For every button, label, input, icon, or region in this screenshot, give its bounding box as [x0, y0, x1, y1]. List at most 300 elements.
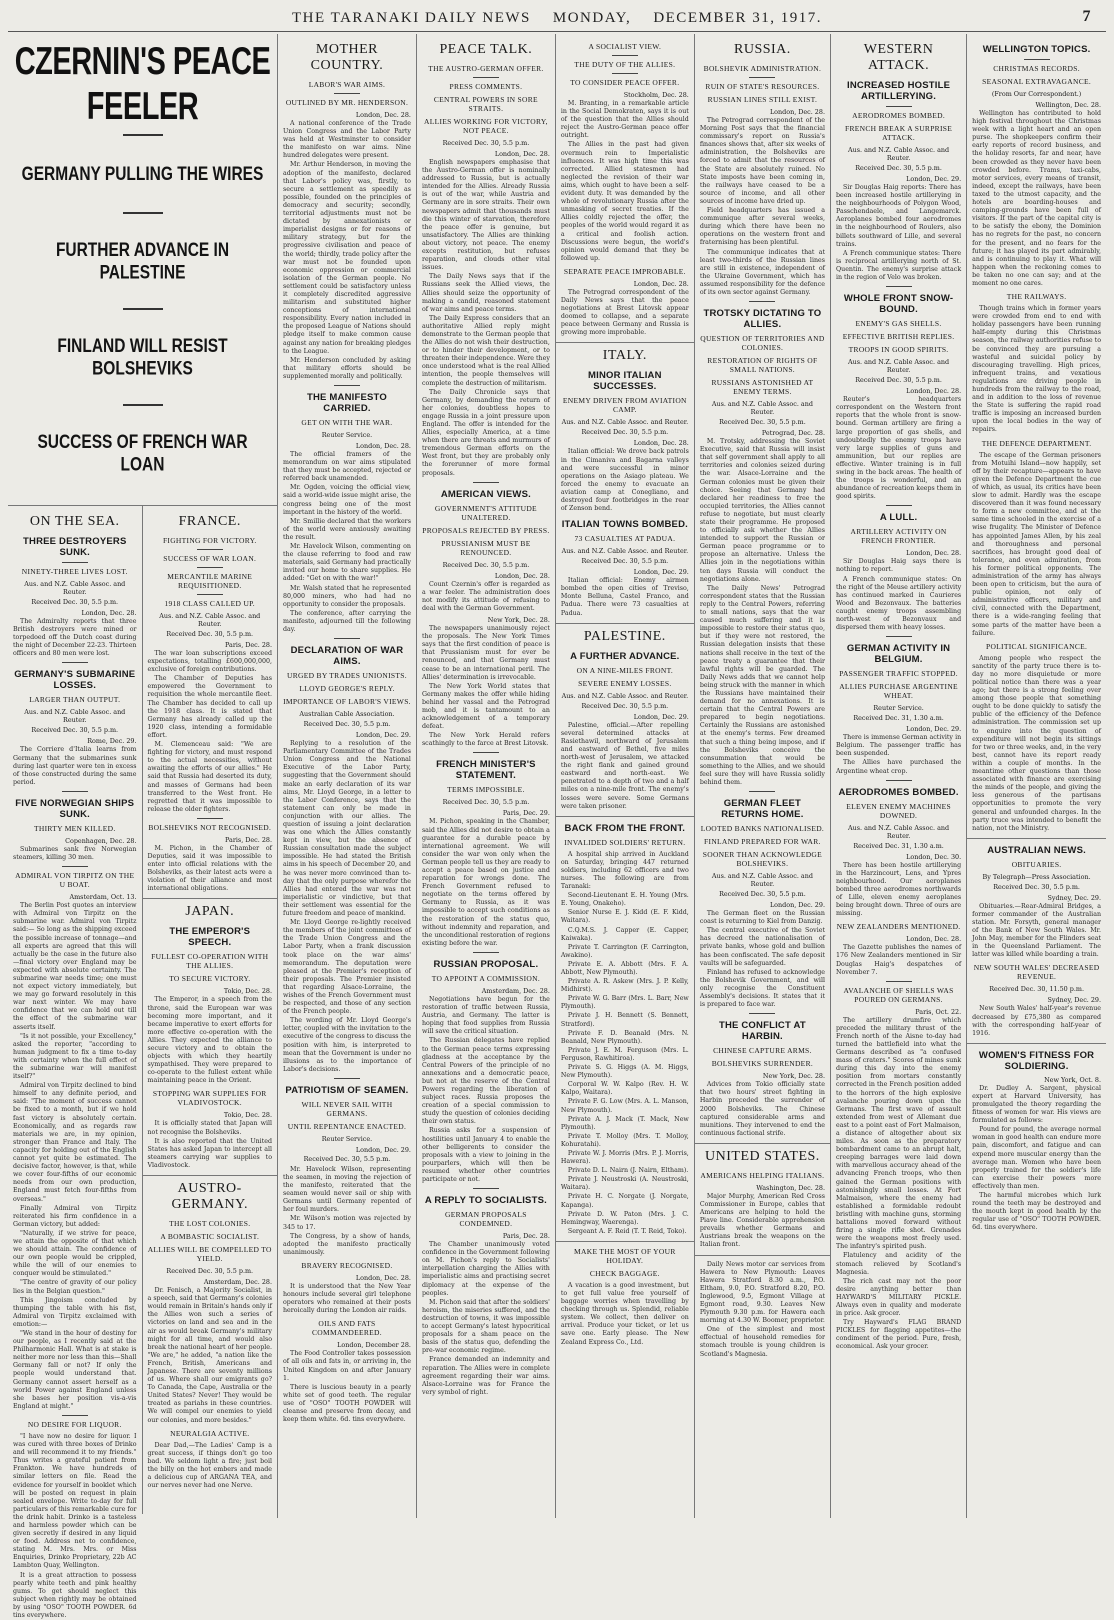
sub-deck: GOVERNMENT'S ATTITUDE UNALTERED. — [434, 503, 537, 522]
dateline: Petrograd, Dec. 28. — [761, 429, 825, 438]
article-paragraph: The central executive of the Soviet has decreed the nationalisation of private banks, whose gold and bullion has been confiscated. The safe deposit vaults will be safeguarded. — [699, 927, 825, 967]
deck-heading: A REPLY TO SOCIALISTS. — [424, 1195, 547, 1207]
article-paragraph: It is understood that the New Year honours include several girl telephone operators who remained at their posts heroically during the London air raids. — [283, 1282, 411, 1315]
sub-deck: RUSSIAN LINES STILL EXIST. — [707, 95, 818, 104]
agency-line: Aus. and N.Z. Cable Assoc. and Reuter. — [159, 612, 261, 628]
received-line: Received Dec. 31, 1.30 a.m. — [853, 841, 944, 850]
divider — [197, 594, 223, 595]
received-line: Received Dec. 30, 5.5 p.m. — [581, 428, 669, 437]
sub-deck: MAKE THE MOST OF YOUR HOLIDAY. — [574, 1246, 676, 1265]
divider — [473, 752, 499, 753]
divider — [473, 482, 499, 483]
article-paragraph: Finally Admiral von Tirpitz reiterated his firm confidence in a German victory, but added: — [13, 1204, 137, 1228]
divider — [556, 1241, 694, 1242]
article-paragraph: There has been hostile artillerying in the Harzincourt, Lens, and Ypres neighbourhood. Our aeroplanes bombed three aerodromes northwards of Lille, eleven enemy aeroplanes being brought down. Three of ours are missing. — [835, 861, 962, 918]
deck-heading: AMERICAN VIEWS. — [440, 488, 531, 500]
dateline: Paris, Oct. 22. — [915, 1007, 962, 1016]
sub-deck: FINLAND PREPARED FOR WAR. — [704, 837, 821, 847]
sub-deck: ALLIES PURCHASE ARGENTINE WHEAT. — [839, 682, 958, 701]
divider — [886, 505, 912, 506]
dateline: Washington, Dec. 28. — [756, 1183, 825, 1192]
article-paragraph: The escape of the German prisoners from Motuihi Island—now happily, set off by their recapture—appears to have given the Defence Department the cue of which, as usual, its critics have been slow to admit. Hardly was the escape discovered than it was found necessary to form a new committee, and at the same time schooled in the exercise of a wise frugality. The Minister of Defence has appointed James Allen, by his zeal and thoroughness and personal sacrifices, has brought good deal of tolerance, and even admiration, from his former political opponents. The administration of the army has always been open to criticism, but the aura of public opinion, not only of administrative officers, military and civil, connected with the Department, there is a wide-ranging feeling that some parts of the matter have been a failure. — [972, 451, 1102, 637]
article-paragraph: A French communique states: On the right of the Meuse artillery activity has continued marked in Caurieres Wood and Bezonvaux. The batteries caught enemy troops assembling north-west of Bezonvaux and dispersed them with heavy losses. — [835, 575, 962, 632]
sub-deck: SOONER THAN ACKNOWLEDGE BOLSHEVIKS. — [702, 850, 823, 869]
deck-heading: THREE DESTROYERS SUNK. — [23, 536, 127, 558]
dateline: London, Dec. 28. — [906, 935, 962, 944]
divider — [197, 549, 223, 550]
received-line: Received Dec. 30, 5.5 p.m. — [442, 139, 530, 147]
article-paragraph: "Is it not possible, your Excellency," asked the reporter, "according to human judgment to fix a time to-day with certainty when the full effect of the submarine war will manifest itself?" — [13, 1032, 137, 1081]
agency-line: Aus. and N.Z. Cable Assoc. and Reuter. — [711, 872, 813, 889]
divider — [695, 1143, 830, 1144]
advertisement-paragraph: There is luscious beauty in a pearly white set of good teeth. The regular use of "OSO" TOOTH POWDER will cleanse and preserve from decay, and keep them white. 6d. tins everywhere. — [283, 1383, 411, 1424]
sub-deck: FRENCH BREAK A SURPRISE ATTACK. — [845, 124, 953, 142]
article-paragraph: Pound for pound, the average normal woman in good health can endure more pain, discomfort, and fatigue and can expend more muscular energy than the average man. Women who have been properly trained for the soldier's life can exercise their powers more effectively than men. — [972, 1126, 1102, 1190]
article-paragraph: The German fleet on the Russian coast is returning to Kiel from Danzig. — [699, 910, 825, 926]
section-heading: JAPAN. — [185, 904, 235, 920]
deck-heading: WOMEN'S FITNESS FOR SOLDIERING. — [978, 1049, 1095, 1072]
article-paragraph: The Food Controller takes possession of all oils and fats in, or arriving in, the United Kingdom on and after January 1. — [283, 1350, 411, 1382]
deck-heading: A LULL. — [879, 512, 918, 524]
masthead — [8, 6, 1106, 32]
issue-day: MONDAY, — [552, 10, 632, 26]
dateline: London, Dec. 28. — [355, 442, 411, 450]
roll-entry: Private J. E. M. Ferguson (Mrs. L. Ferguson, Rawhitiroa). — [560, 1046, 689, 1062]
received-line: Received Dec. 30, 5.5 p.m. — [855, 376, 942, 385]
article-paragraph: The Gazette publishes the names of 176 New Zealanders mentioned in Sir Douglas Haig's despatches of November 7. — [835, 944, 962, 976]
article-paragraph: Reuter's headquarters correspondent on the Western front reports that the whole front is snow-bound. German artillery are firing a large proportion of gas shells, and undoubtedly the enemy troops have very large supplies of guns and ammunition, but our replies are effective. Winter training is in full swing in the back areas. The health of the troops is wonderful, and an abundance of recreation keeps them in good spirits. — [835, 396, 962, 501]
roll-entry: Private W. G. Barr (Mrs. L. Barr, New Plymouth). — [560, 995, 689, 1011]
dateline: Tokio, Dec. 28. — [223, 987, 272, 996]
dateline: Amsterdam, Oct. 13. — [69, 893, 137, 902]
sub-deck: OILS AND FATS COMMANDEERED. — [311, 1319, 382, 1338]
article-paragraph: English newspapers emphasise that the Austro-German offer is nominally addressed to Russia, but is actually intended for the Allies. Already Russia is out of the war, while Austria and Germany are in sore straits. Their own newspapers admit that thousands must die this winter of starvation, therefore the peace offer is genuine, but unsatisfactory. The Allies are thinking about victory, not peace. The enemy excepts restitution, but refuses reparation, and clouds other vital issues. — [421, 159, 550, 272]
article-paragraph: The newspapers unanimously reject the proposals. The New York Times says that the first condition of peace is that Prussianism must for ever be renounced, and that Germany must cease to be an international peril. The Allies' determination is irrevocable. — [421, 625, 550, 681]
article-paragraph: The communique indicates that at least two-thirds of the Russian lines are still in existence, independent of the Ukraine Government, which has assumed responsibility for the defence of its own sector against Germany. — [699, 248, 825, 296]
received-line: Received Dec. 30, 5.5 p.m. — [581, 701, 669, 710]
roll-entry: Private S. G. Higgs (A. M. Higgs, New Plymouth). — [560, 1064, 689, 1080]
agency-line: Aus. and N.Z. Cable Assoc. and Reuter. — [24, 708, 126, 725]
article-paragraph: Though trains which in former years were crowded from end to end with holiday passengers have been running half-empty during this Christmas season, the railway authorities refuse to be convinced they are pursuing a wasteful and suicidal policy by discouraging travelling. High prices, infrequent trains, and vexatious regulations are driving people in hundreds from the railway to the road, and in addition to the loss of revenue the State is suffering the rapid road traffic is imposing an increased burden upon the local bodies in the way of repairs. — [972, 305, 1102, 434]
advertisement-paragraph: Try Hayward's FLAG BRAND PICKLES for flagging appetites—the condiment of the period. Pure, fresh, economical. Ask your grocer. — [835, 1319, 962, 1351]
dateline: London, Dec. 29. — [633, 712, 689, 721]
sub-deck: NINETY-THREE LIVES LOST. — [21, 567, 128, 576]
sub-deck: LLOYD GEORGE'S REPLY. — [299, 684, 395, 694]
sub-deck: A BOMBASTIC SOCIALIST. — [160, 1232, 260, 1242]
dateline: London, Dec. 28. — [81, 609, 137, 617]
divider — [886, 636, 912, 637]
article-paragraph: Mr. Henderson concluded by asking that military efforts should be supplemented morally and politically. — [283, 356, 411, 380]
received-line: Received Dec. 30, 11.50 p.m. — [989, 985, 1084, 994]
lead-column — [8, 34, 278, 1619]
sub-deck: OBITUARIES. — [1011, 859, 1062, 869]
sub-deck: STOPPING WAR SUPPLIES FOR VLADIVOSTOCK. — [152, 1089, 267, 1108]
section-heading: FRANCE. — [178, 514, 241, 529]
sub-deck: CHINESE CAPTURE ARMS. — [713, 1046, 812, 1056]
socialist-view-column — [556, 34, 695, 1518]
article-paragraph: The Berlin Post quotes an interview with Admiral von Tirpitz on the submarine war. Admiral von Tirpitz said:— So long as the shipping exceed the possible increase of tonnage—and all experts are agreed that this will actually be the case in the future also—final victory over England may be expected with absolute certainty. The submarine war needs time; one must not expect victory immediately, but we may go forward resolutely in this war next winter. We may have confidence that we can hold out till the effect of the submarine war asserts itself. — [13, 902, 137, 1031]
dateline: Sydney, Dec. 29. — [1047, 893, 1102, 902]
divider — [886, 981, 912, 982]
dateline: Paris, Dec. 28. — [225, 641, 272, 649]
credit-line: (From Our Correspondent.) — [991, 90, 1082, 98]
sub-deck: A SOCIALIST VIEW. — [588, 42, 662, 51]
dateline: Paris, Dec. 28. — [502, 1232, 550, 1241]
article-paragraph: Among people who respect the sanctity of the party truce there is to-day no more disquietude or more political notice than there was a year ago; but there is a strong feeling over among those people that something ought to be done quickly to satisfy the public of the efficiency of the Defence administration. The commission set up to enquire into the question of expenditure will not begin its sittings for two or three weeks, and, in the very best, cannot have its report ready within a couple of months. In the meantime other questions than those associated with finance are exercising the minds of the people, and giving the less generous of the partisans opportunities to promote the very general and unfounded charges. In the party truce was intended to benefit the nation, not the Ministry. — [972, 654, 1102, 832]
roll-entry: Private D. L. Nairn (J. Nairn, Eltham). — [567, 1167, 689, 1175]
divider — [967, 838, 1106, 839]
sub-deck: AERODROMES BOMBED. — [852, 111, 946, 120]
article-paragraph: M. Clemenceau said: "We are fighting for victory, and must respond to the actual necessities, without awaiting the efforts of our allies." He said that Russia had deserted its duty, and masses of Germans had been transferred to the West front. He regretted that it was impossible to release the older fighters. — [147, 741, 272, 813]
advertisement-paragraph: "I have now no desire for liquor. I was cured with three boxes of Drinko and will recommend it to my friends." Thus writes a grateful patient from Frankton. We have hundreds of similar letters on file. Read the evidence for yourself in booklet which will be posted on request in plain sealed envelope. Write to-day for full particulars of this remarkable cure for the drink habit. Drinko is a tasteless and harmless powder which can be given secretly if desired in any liquid or food. Address net to confidence, stating M. Mrs. Mrs. or Miss Enquiries, Drinko Proprietary, 22b AC Lambton Quay, Wellington. — [13, 1432, 137, 1570]
divider — [967, 1043, 1106, 1044]
article-paragraph: New South Wales' half-year's revenue decreased by £75,380 as compared with the corresponding half-year of 1916. — [972, 1005, 1102, 1037]
dateline: London, Dec. 28. — [906, 387, 962, 396]
deck-heading: WHOLE FRONT SNOW-BOUND. — [843, 293, 954, 316]
dateline: Paris, Dec. 29. — [502, 809, 550, 818]
deck-heading: AUSTRALIAN NEWS. — [987, 844, 1086, 856]
article-paragraph: The war loan subscriptions exceed expectations, totalling £600,000,000, exclusive of foreign contributions. — [147, 650, 272, 674]
sub-deck: 73 CASUALTIES AT PADUA. — [574, 534, 676, 544]
article-paragraph: "We stand in the hour of destiny for our people, as I recently said at the Philharmonic Hall. What is at stake is neither more nor less than this—Shall Germany fall or not? If only the people would understand that. Germany cannot assert herself as a world Power against England unless she bases her position vis-a-vis England at might." — [13, 1330, 137, 1410]
agency-line: Aus. and N.Z. Cable Assoc. and Reuter. — [561, 547, 689, 556]
divider — [749, 77, 775, 78]
divider — [886, 106, 912, 107]
divider — [1024, 59, 1050, 60]
sub-deck: SEVERE ENEMY LOSSES. — [578, 678, 672, 688]
sub-deck: NEW ZEALANDERS MENTIONED. — [836, 922, 961, 932]
advertisement-paragraph: Daily News motor car services from Hawera to New Plymouth: Leaves Hawera Stratford 8.30 a.m., P.O. Eltham, 9.0, P.O. Stratford 8.20, P.O. Inglewood, 9.5, Egmont Village at Egmont road, 9.30. Leaves New Plymouth 9.30 p.m. for Hawera each morning at 4.30 W. Boomer, proprietor. — [699, 1260, 825, 1325]
sub-deck: ALLIES WILL BE COMPELLED TO YIELD. — [147, 1245, 272, 1264]
sub-deck: TROOPS IN GOOD SPIRITS. — [848, 345, 949, 355]
dateline: London, Dec. 28. — [633, 279, 689, 288]
western-attack-column — [831, 34, 967, 1518]
sub-deck: LABOR'S WAR AIMS. — [308, 80, 386, 89]
article-paragraph: The Petrograd correspondent of the Daily News says that the peace negotiations at Brest Litovsk appear doomed to collapse, and a separate peace between Germany and Russia is growing more improbable. — [560, 288, 689, 337]
article-paragraph: The Daily Express considers that an authoritative Allied reply might demonstrate to the German people that the Allies do not wish their destruction, or to hinder their development, or to threaten their independence. Were they once understood what is the real Allied intention, the people themselves will complete the destruction of militarism. — [421, 314, 550, 387]
sub-deck: NEURALGIA ACTIVE. — [170, 1428, 250, 1438]
lead-banner — [8, 34, 277, 506]
divider — [473, 952, 499, 953]
received-line: Received Dec. 30, 5.5 p.m. — [442, 560, 530, 569]
sub-deck: OUTLINED BY MR. HENDERSON. — [285, 98, 409, 107]
article-paragraph: Mr. Wilson's motion was rejected by 345 to 17. — [283, 1215, 411, 1231]
advertisement-paragraph: Flatulency and acidity of the stomach relieved by Scotland's Magnesia. — [835, 1252, 962, 1276]
dateline: London, December 28. — [337, 1341, 411, 1350]
sub-deck: PROPOSALS REJECTED BY PRESS. — [422, 525, 550, 535]
sub-deck: THE LOST COLONIES. — [169, 1219, 251, 1229]
article-paragraph: Count Czernin's offer is regarded as a war feeler. The administration does not modify its attitude of refusing to deal with the German Government. — [421, 580, 550, 612]
divider — [749, 791, 775, 792]
article-paragraph: The artillery drumfire which preceded the military thrust of the French north of the Aisne to-day had turned the battlefield into what the Germans described as "a confused mass of craters." Scores of mines sunk during this day into the enemy position from mortars constantly corrected in the French position added to the horrors of the high explosive avalanche pouring down upon the Germans. The first wave of assault extended from west of Allemant due east to a point east of Fort Malmaison, a distance of altogether about six miles. As soon as the preparatory bombardment came to an abrupt halt, creeping barrages were laid down with marvellous accuracy ahead of the advancing French troops, who then gained the German positions with astonishingly small losses. At Fort Malmaison, where the enemy had established a formidable redoubt bristling with machine guns, storming battalions moved forward without firing a single rifle shot. Grenades were the weapons most freely used. The infantry's spirited push. — [835, 1016, 962, 1251]
agency-line: Aus. and N.Z. Cable Assoc. and Reuter. — [711, 400, 813, 417]
article-paragraph: There is immense German activity in Belgium. The passenger traffic has been suspended. — [835, 734, 962, 758]
article-paragraph: M. Branting, in a remarkable article in the Social Demokraten, says it is out of the question that the Allies should reject the Austro-German peace offer outright. — [560, 100, 689, 140]
article-paragraph: Field headquarters has issued a communique after several weeks, during which there have been no operations on the western front and fraternising has been plentiful. — [699, 207, 825, 247]
divider — [123, 134, 163, 136]
article-paragraph: The Admiralty reports that three British destroyers were mined or torpedoed off the Dutch coast during the night of December 22-23. Thirteen officers and 80 men were lost. — [13, 618, 137, 658]
divider — [886, 286, 912, 287]
article-paragraph: Advices from Tokio officially state that two hours' street fighting in Harbin preceded the surrender of 2000 Bolsheviks. The Chinese captured considerable arms and munitions. They intervened to end the continuous factional strife. — [699, 1081, 825, 1137]
section-heading: MOTHER COUNTRY. — [310, 42, 384, 73]
sub-deck: THE RAILWAYS. — [1006, 292, 1067, 302]
received-line: Received Dec. 30, 5.5 p.m. — [166, 630, 254, 638]
sub-deck: AVALANCHE OF SHELLS WAS POURED ON GERMANS. — [843, 985, 954, 1004]
article-paragraph: Russia asks for a suspension of hostilities until January 4 to enable the other belligerents to consider the proposals with a view to joining in the pourparlers, which will then be resumed whether other countries participate or not. — [421, 1127, 550, 1183]
divider — [749, 1013, 775, 1014]
divider — [749, 301, 775, 302]
roll-entry: Private F. G. Low (Mrs. A. L. Manson, New Plymouth). — [560, 1098, 689, 1114]
dateline: Wellington, Dec. 28. — [1035, 101, 1102, 109]
dateline: London, Dec. 28. — [355, 111, 411, 119]
dateline: Sydney, Dec. 29. — [1047, 996, 1102, 1005]
sub-deck: SUCCESS OF WAR LOAN. — [163, 554, 257, 563]
dateline: London, Dec. 29. — [906, 725, 962, 734]
roll-entry: Sergeant A. F. Reid (T. T. Reid, Toko). — [567, 1227, 687, 1235]
deck-heading: THE EMPEROR'S SPEECH. — [169, 926, 251, 949]
paper-name: THE TARANAKI DAILY NEWS — [292, 10, 531, 26]
dateline: New York, Dec. 28. — [762, 1072, 825, 1081]
article-paragraph: The Chamber of Deputies has empowered the Government to requisition the whole mercantile fleet. The Chamber has decided to call up the 1918 class. It is stated that Germany has already called up the 1920 class, intending a formidable effort. — [147, 675, 272, 739]
roll-entry: Private J. H. Bennett (S. Bennett, Stratford). — [560, 1012, 689, 1028]
sub-deck: EFFECTIVE BRITISH REPLIES. — [842, 332, 955, 342]
russia-column — [695, 34, 831, 1518]
sub-deck: URGED BY TRADES UNIONISTS. — [287, 671, 407, 681]
deck-heading: GERMAN FLEET RETURNS HOME. — [721, 798, 804, 821]
received-line: Received Dec. 30, 5.5 p.m. — [855, 164, 942, 172]
roll-entry: Second-Lieutenant E. H. Young (Mrs. E. Young, Onakeho). — [560, 892, 689, 908]
article-paragraph: The Allies have purchased the Argentine wheat crop. — [835, 759, 962, 775]
divider — [556, 342, 694, 343]
deck-heading: FRENCH MINISTER'S STATEMENT. — [436, 759, 536, 782]
sub-deck: WILL NEVER SAIL WITH GERMANS. — [301, 1099, 393, 1118]
sub-deck: ENEMY DRIVEN FROM AVIATION CAMP. — [562, 396, 687, 415]
sub-deck: TO APPOINT A COMMISSION. — [431, 973, 540, 983]
divider — [62, 791, 88, 792]
dateline: London, Dec. 29. — [633, 568, 689, 577]
article-paragraph: Mr. Lloyd George re-lightly received the members of the joint committees of the Trade Union Congress and the Labor Party, when a frank discussion took place on the war aims' memorandum. The deputation were pleased at the Premier's reception of their proposals. The Premier insisted that regarding Alsace-Lorraine, the wishes of the French Government must be respected, and those of any section of the French people. — [283, 919, 411, 1016]
deck-heading: AERODROMES BOMBED. — [838, 786, 959, 798]
divider — [473, 1188, 499, 1189]
lead-subhead-4: SUCCESS OF FRENCH WAR LOAN — [37, 431, 248, 476]
sub-deck: BRAVERY RECOGNISED. — [301, 1260, 393, 1270]
lead-subhead-1: GERMANY PULLING THE WIRES — [21, 163, 264, 185]
deck-heading: THE MANIFESTO CARRIED. — [306, 392, 387, 414]
agency-line: Aus. and N.Z. Cable Assoc. and Reuter. — [848, 146, 950, 162]
sub-deck: TERMS IMPOSSIBLE. — [447, 785, 525, 795]
article-paragraph: A French communique states: There is reciprocal artillerying north of St. Quentin. The enemy's surprise attack in the region of Velo was broken. — [835, 249, 962, 282]
received-line: Received Dec. 30, 5.5 p.m. — [303, 720, 391, 729]
sub-deck: NO DESIRE FOR LIQUOR. — [27, 1419, 122, 1429]
section-heading: PALESTINE. — [583, 628, 666, 644]
agency-line: Reuter Service. — [321, 1134, 373, 1143]
article-paragraph: The Chamber unanimously voted confidence in the Government following on M. Pichon's reply to Socialists' interpellation charging the Allies with imperialistic aims and practising secret diplomacy at the expense of the peoples. — [421, 1241, 550, 1297]
dateline: London, Dec. 28. — [769, 108, 825, 116]
dateline: Copenhagen, Dec. 28. — [65, 836, 137, 845]
article-paragraph: The Emperor, in a speech from the throne, said the European war was becoming more important, and it became imperative to exert efforts for more effective co-operation with the Allies. They expected the alliance to secure victory and to obtain the objects with which they heartily sympathised. They were prepared to co-operate to the fullest extent while maintaining peace in the Orient. — [147, 996, 272, 1085]
article-paragraph: Finland has refused to acknowledge the Bolshevik Government, and will only recognise the Constituent Assembly's decisions. It states that it is prepared to face war. — [699, 968, 825, 1009]
article-paragraph: Palestine, official.—After repelling several determined attacks at Rasiethawil, northward of Jerusalem and eastward of Bethel, five miles north-west of Jerusalem, we attacked the right flank and gained ground eastward and north-east. We penetrated to a depth of two and a half miles on a nine-mile front. The enemy's losses were severe. Some Germans were taken prisoner. — [560, 721, 689, 810]
deck-heading: INCREASED HOSTILE ARTILLERYING. — [846, 80, 951, 102]
sub-deck: PRUSSIANISM MUST BE RENOUNCED. — [441, 538, 531, 557]
sub-deck: ADMIRAL VON TIRPITZ ON THE U BOAT. — [15, 871, 135, 890]
roll-entry: Private D. W. Paton (Mrs. J. C. Hemingway, Waerenga). — [560, 1210, 689, 1226]
sub-deck: RUSSIANS ASTONISHED AT ENEMY TERMS. — [711, 378, 814, 397]
divider — [62, 1415, 88, 1416]
agency-line: Aus. and N.Z. Cable Assoc. and Reuter. — [848, 358, 950, 375]
sub-deck: BOLSHEVIKS SURRENDER. — [711, 1059, 814, 1069]
article-paragraph: "The centre of gravity of our policy lies in the Belgian question." — [13, 1279, 137, 1295]
divider — [334, 638, 360, 639]
advertisement-paragraph: The harmful microbes which lurk round the teeth may be destroyed and the mouth kept in good health by the regular use of "OSO" TOOTH POWDER. 6d. tins everywhere. — [972, 1192, 1102, 1232]
dateline: Rome, Dec. 29. — [87, 737, 137, 746]
divider — [556, 816, 694, 817]
sub-deck: ON A NINE-MILES FRONT. — [576, 665, 674, 675]
sub-deck: LARGER THAN OUTPUT. — [29, 695, 121, 705]
mother-country-column — [278, 34, 417, 1518]
article-paragraph: It is also reported that the United States has asked Japan to intercept all steamers carrying war supplies to Vladivostock. — [147, 1137, 272, 1169]
advertisement-paragraph: It is a great attraction to possess pearly white teeth and pink healthy gums. To get should neglect this subject when rightly may be obtained by using "OSO" TOOTH POWDER. 6d tins everywhere. — [13, 1571, 137, 1619]
received-line: Received Dec. 30, 5.5 p.m. — [719, 418, 806, 427]
section-heading: UNITED STATES. — [705, 1148, 820, 1164]
roll-entry: C.Q.M.S. J. Capper (E. Capper, Kaiwaka). — [560, 926, 689, 942]
article-paragraph: Dr. Dudley A. Sargent, physical expert at Harvard University, has promulgated the theory regarding the fitness of women for war. His views are formulated as follows: — [972, 1084, 1102, 1125]
roll-entry: Corporal W. W. Kalpo (Rev. H. W. Kalpo, Waitara). — [560, 1081, 689, 1097]
received-line: Received Dec. 30, 5.5 p.m. — [31, 598, 119, 606]
article-paragraph: "Naturally, if we strive for peace, we attain the opposite of that which we should attain. The confidence of our own people would be crippled, while the will of our enemies to conquer would be stimulated." — [13, 1229, 137, 1278]
sub-deck: 1918 CLASS CALLED UP. — [164, 599, 255, 608]
columns — [8, 34, 1106, 1619]
deck-heading: BACK FROM THE FRONT. — [564, 822, 686, 834]
article-paragraph: The Daily News' Petrograd correspondent states that the Russian reply to the Central Powers, referring to small nations, says that the war caused much suffering and it is impossible to restore their status quo, but if they were not restored, the Russian delegation insists that these nations shall receive in the text of the peace treaty a guarantee that their lawful rights will be guarded. The Daily News adds that we cannot help being struck with the manner in which the Russians have maintained their demand for no annexations. It is certain that the Central Powers are prepared to begin negotiations. Certainly the Russians are astonished at the enemy's terms. Few dreamed that such a thing being impose, and if the Bolsheviks conceive the consummation that would be something to the Allies, and we should feel sure they will have Russia solidly behind them. — [699, 584, 825, 786]
article-paragraph: Dr. Fenisch, a Majority Socialist, in a speech, said that Germany's colonies would remain in Britain's hands only if the Allies won such a series of victories on land and sea and in the air as would break Germany's military might for all time, and would also break the national heart of her people. "We are," he added, "a nation like the French, British, Americans and Japanese. There are seventy millions of us. Where shall our emigrants go? To Canada, the Cape, Australia or the United States? Never! They would be treated as pariahs in these countries. We will compel our enemies to yield our colonies, and more besides." — [147, 1287, 272, 1424]
deck-heading: ITALIAN TOWNS BOMBED. — [561, 519, 688, 531]
dateline: London, Dec. 29. — [355, 731, 411, 740]
deck-heading: THE CONFLICT AT HARBIN. — [718, 1020, 806, 1043]
article-paragraph: France demanded an indemnity and reparation. The Allies were in complete agreement regarding their war aims. Alsace-Lorraine was for France the very symbol of right. — [421, 1356, 550, 1396]
article-paragraph: Admiral von Tirpitz declined to bind himself to any definite period, and said: "The moment of success cannot be fixed to a month, but if we hold fast victory is absolutely certain. Economically, and as regards raw materials we are, in my opinion, stronger than France and Italy. The capacity for holding out of the English cannot yet quite be estimated. The decisive factor, however, is that, while we cover four-fifths of our economic needs from our own production, England must fetch four-fifths from overseas." — [13, 1082, 137, 1203]
sub-deck: SEASONAL EXTRAVAGANCE. — [982, 77, 1092, 86]
article-paragraph: The Corriere d'Italia learns from Germany that the submarines sunk during last quarter were ten in excess of those constructed during the same period. — [13, 746, 137, 786]
article-paragraph: The Congress, by a show of hands, adopted the manifesto practically unanimously. — [283, 1232, 411, 1256]
article-paragraph: The New York Herald refers scathingly to the farce at Brest Litovsk. — [421, 732, 550, 748]
article-paragraph: A national conference of the Trade Union Congress and the Labor Party was held at Westminster to consider the manifesto on war aims. Nine hundred delegates were present. — [283, 120, 411, 160]
deck-heading: WELLINGTON TOPICS. — [982, 44, 1091, 55]
divider — [334, 385, 360, 386]
advertisement-paragraph: One of the simplest and most effectual of household remedies for stomach trouble is young children is Scotland's Magnesia. — [699, 1326, 825, 1358]
dateline: Amsterdam, Dec. 28. — [481, 986, 550, 995]
deck-heading: FIVE NORWEGIAN SHIPS SUNK. — [15, 797, 135, 820]
roll-entry: Private E. A. Abbott (Mrs. F. A. Abbott, New Plymouth). — [560, 960, 689, 976]
divider — [143, 1175, 278, 1176]
article-paragraph: Sir Douglas Haig reports: There has been increased hostile artillerying in the neighbourhoods of Polygon Wood, Passchendaele, and Langemarck. Aeroplanes bombed four aerodromes in the neighbourhood of Roulers, also billets southward of Lille, and several trains. — [835, 184, 962, 248]
deck-heading: TROTSKY DICTATING TO ALLIES. — [703, 308, 822, 331]
dateline: Stockholm, Dec. 28. — [623, 91, 689, 99]
deck-heading: RUSSIAN PROPOSAL. — [433, 958, 539, 970]
sub-deck: IMPORTANCE OF LABOR'S VIEWS. — [283, 697, 411, 707]
lead-sub-columns — [8, 506, 277, 1619]
sub-deck: SEPARATE PEACE IMPROBABLE. — [563, 266, 686, 276]
sub-deck: PASSENGER TRAFFIC STOPPED. — [839, 669, 958, 679]
agency-line: Reuter Service. — [873, 704, 924, 713]
roll-entry: Private J. Neustroski (A. Neustroski, Waitara). — [560, 1176, 689, 1192]
sub-deck: FIGHTING FOR VICTORY. — [162, 536, 257, 545]
divider — [473, 77, 499, 78]
article-paragraph: Mr. Ogden, voicing the official view, said a world-wide issue might arise, the congress being one of the most important in the history of the world. — [283, 484, 411, 516]
deck-heading: PATRIOTISM OF SEAMEN. — [285, 1084, 409, 1096]
article-paragraph: Submarines sank five Norwegian steamers, killing 30 men. — [13, 845, 137, 862]
divider — [334, 1078, 360, 1079]
article-paragraph: Replying to a resolution of the Parliamentary Committee of the Trades Union Congress and the National Executive of the Labor Party, suggesting that the Government should make an early declaration of its war aims, Mr. Lloyd George, in a letter to the Labor Conference, says that the statement can only be made in conjunction with our allies. The question of issuing a joint declaration was one which the Allies constantly kept in view, but the absence of Russian consultation made the subject impossible. He had stated the British aims in his speech of December 20, and he was never more convinced than to-day that the only purpose wherefor the Allies had entered the war was not imperialistic or vindictive, but that their settlement was essential for the future freedom and peace of mankind. — [283, 740, 411, 918]
article-paragraph: Italian official: Enemy airmen bombed the open cities of Treviso, Monte Belluna, Castel Franco, and Padua. There were 73 casualties at Padua. — [560, 577, 689, 617]
sub-deck: ALLIES WORKING FOR VICTORY, NOT PEACE. — [424, 117, 548, 135]
article-paragraph: It is officially stated that Japan will not recognise the Bolsheviks. — [147, 1120, 272, 1136]
dateline: Paris, Dec. 28. — [225, 835, 272, 844]
article-paragraph: Italian official: We drove back patrols in the Cimaniva and Bagarna valleys and were successful in minor operations on the Asiago plateau. We forced the enemy to evacuate an aviation camp at Conegliano, and destroyed four footbridges in the rear of Zenson bend. — [560, 448, 689, 513]
france-column — [143, 506, 278, 1514]
article-paragraph: The conference, after carrying the manifesto, adjourned till the following day. — [283, 609, 411, 633]
sub-deck: TO CONSIDER PEACE OFFER. — [570, 78, 680, 87]
lead-subhead-2: FURTHER ADVANCE IN PALESTINE — [55, 239, 230, 284]
article-paragraph: Mr. Walsh stated that he represented 80,000 miners, who had had no opportunity to consider the proposals. — [283, 584, 411, 608]
sub-deck: BOLSHEVIKS NOT RECOGNISED. — [148, 822, 272, 832]
lead-subhead-3: FINLAND WILL RESIST BOLSHEVIKS — [57, 335, 228, 380]
on-the-sea-column — [8, 506, 143, 1619]
deck-heading: A FURTHER ADVANCE. — [570, 650, 680, 662]
article-paragraph: The Daily News says that if the Russians seek the Allied views, the Allies should seize the opportunity of making a candid, reasoned statement of war aims and peace terms. — [421, 273, 550, 313]
received-line: Received Dec. 30, 5.5 p.m. — [442, 798, 530, 807]
dateline: London, Dec. 29. — [906, 175, 962, 183]
sub-deck: CHRISTMAS RECORDS. — [993, 64, 1080, 73]
section-heading: PEACE TALK. — [439, 42, 533, 57]
dateline: London, Dec. 28. — [494, 150, 550, 158]
divider — [886, 780, 912, 781]
roll-entry: Private W. J. Morris (Mrs. P. J. Morris, Hawera). — [560, 1149, 689, 1166]
sub-deck: PRESS COMMENTS. — [449, 82, 523, 91]
sub-deck: THIRTY MEN KILLED. — [33, 823, 116, 833]
divider — [197, 567, 223, 568]
sub-deck: INVALIDED SOLDIERS' RETURN. — [564, 837, 686, 847]
article-paragraph: Major Murphy, American Red Cross Commissioner in Europe, cables that Americans are helping to hold the Piave line. Considerable apprehension prevails whether Germans and Austrians break the weapons on the Italian front. — [699, 1192, 825, 1249]
sub-deck: AMERICANS HELPING ITALIANS. — [700, 1170, 825, 1180]
article-paragraph: Mr. Arthur Henderson, in moving the adoption of the manifesto, declared that Labor's policy was, firstly, to secure a settlement as speedily as possible, founded on the principles of democracy and security; secondly, territorial adjustments must not be dictated by annexationists or imperialist designs or for reasons of military strategy, but for the progressive civilisation and peace of the world; thirdly, trade policy after the war must not be founded upon economic oppression or commercial isolation of the German people. No settlement could be satisfactory unless it completely discredited aggressive militarism and substituted higher conceptions of international responsibility. Every nation included in the proposed League of Nations should pledge itself to make common cause against any nation for breaking pledges to the League. — [283, 161, 411, 355]
article-paragraph: Mr. Havelock Wilson, representing the seamen, in moving the rejection of the manifesto, reiterated that the seamen would never sail or ship with Germans until Germany repented of her foul murders. — [283, 1165, 411, 1214]
received-line: Received Dec. 30, 5.5 p.m. — [303, 1154, 391, 1163]
roll-entry: Private T. Molloy (Mrs. T. Molloy, Kohuratahi). — [560, 1132, 689, 1148]
section-heading: WESTERN ATTACK. — [863, 42, 934, 73]
article-paragraph: The official framers of the memorandum on war aims stipulated that they must be accepted, rejected or referred back unamended. — [283, 451, 411, 483]
sub-deck: BOLSHEVIK ADMINISTRATION. — [703, 64, 822, 73]
issue-date: DECEMBER 31, 1917. — [653, 10, 822, 26]
article-paragraph: M. Pichon, in the Chamber of Deputies, said it was impossible to enter into official relations with the Bolsheviks, as their latest acts were a violation of their alliance and most international obligations. — [147, 844, 272, 893]
received-line: Received Dec. 30, 5.5 p.m. — [166, 1267, 254, 1276]
roll-entry: Private A. J. Mack (T. Mack, New Plymouth). — [560, 1115, 689, 1131]
divider — [695, 1255, 830, 1256]
agency-line: Reuter Service. — [321, 431, 373, 439]
article-paragraph: M. Pichon, speaking in the Chamber, said the Allies did not desire to obtain a guarantee for a durable peace by international agreement. We will consider the war won only when the German people tell us they are ready to accept a peace based on justice and reparation for wrongs done. The French Government refused to negotiate on the terms offered by Germany to Russia, as it was impossible to accept such conditions as the restoration of the status quo, without indemnity and reparation, and the unconditional restoration of regions existing before the war. — [421, 818, 550, 947]
divider — [334, 93, 360, 94]
wellington-topics-column — [967, 34, 1106, 1518]
sub-deck: THE DEFENCE DEPARTMENT. — [981, 438, 1092, 448]
article-paragraph: M. Trotsky, addressing the Soviet Executive, said that Russia will insist that self government shall apply to all territories and colonies seized during the war. Alsace-Lorraine and the German colonies must be given their choice. Seeing that Germany had declared her readiness to free the occupied territories, the Allies cannot refuse to negotiate, but must clearly state their programme. He proposed to officially ask whether the Allies intended to support the Russian or German peace programme or to propose an alternative. Unless the Allies join in the negotiations within ten days Russia will conduct the negotiations alone. — [699, 438, 825, 583]
sub-deck: CHECK BAGGAGE. — [589, 1268, 660, 1278]
sub-deck: RUIN OF STATE'S RESOURCES. — [705, 82, 820, 91]
sub-deck: POLITICAL SIGNIFICANCE. — [985, 641, 1088, 651]
advertisement-paragraph: Dear Dad,—The Ladies' Camp is a great success, if things don't go too bad. We seldom light a fire; just boil the billy on the hot embers and made a delicious cup of ARGANA TEA, and our nerves never had one Nerve. — [147, 1441, 272, 1490]
divider — [197, 818, 223, 819]
agency-line: By Telegraph—Press Association. — [982, 872, 1091, 881]
divider — [123, 404, 163, 406]
